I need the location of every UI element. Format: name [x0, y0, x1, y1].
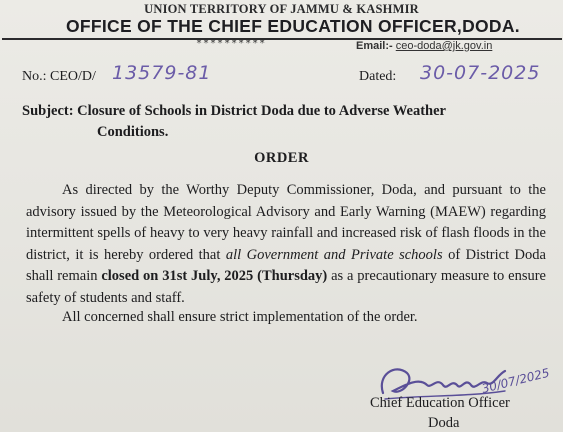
body-text-b: of District Doda shall remain	[26, 246, 546, 284]
subject	[22, 101, 552, 143]
order-number-handwritten: 13579-81	[112, 62, 212, 84]
office-heading: OFFICE OF THE CHIEF EDUCATION OFFICER,DODA.	[66, 16, 520, 36]
signature-date: 30/07/2025	[480, 365, 551, 396]
designation-place: Doda	[428, 415, 460, 431]
signature	[365, 355, 563, 431]
date-handwritten: 30-07-2025	[420, 62, 541, 84]
implementation-line: All concerned shall ensure strict implementation of the order.	[62, 309, 418, 325]
subject-line-1: Subject: Closure of Schools in District Doda due to Adverse Weather	[22, 103, 446, 119]
email-line	[356, 40, 492, 52]
subject-line-2: Conditions.	[97, 124, 169, 140]
body-text-a: As directed by the Worthy Deputy Commissioner, Doda, and pursuant to the advisory issued by the Meteorological Advisory and Early Warning (MAEW) regarding intermittent spells of heavy to very heavy rainfall and increased risk of flash floods in the district, it is hereby ordered that	[26, 182, 546, 263]
designation: Chief Education Officer	[370, 395, 510, 411]
order-body-paragraph	[26, 180, 546, 309]
order-title: ORDER	[254, 150, 309, 166]
body-text-italic: all Government and Private schools	[225, 246, 443, 263]
email-address: ceo-doda@jk.gov.in	[395, 40, 493, 52]
body-text-c: as a precautionary measure to ensure safety of students and staff.	[26, 268, 546, 306]
email-label: Email:-	[356, 40, 393, 52]
order-number-label: No.: CEO/D/	[22, 69, 96, 84]
header-stars: **********	[196, 38, 267, 49]
dated-label: Dated:	[359, 69, 397, 84]
body-text-bold: closed on 31st July, 2025 (Thursday)	[101, 268, 328, 284]
ut-heading: UNION TERRITORY OF JAMMU & KASHMIR	[144, 2, 419, 16]
